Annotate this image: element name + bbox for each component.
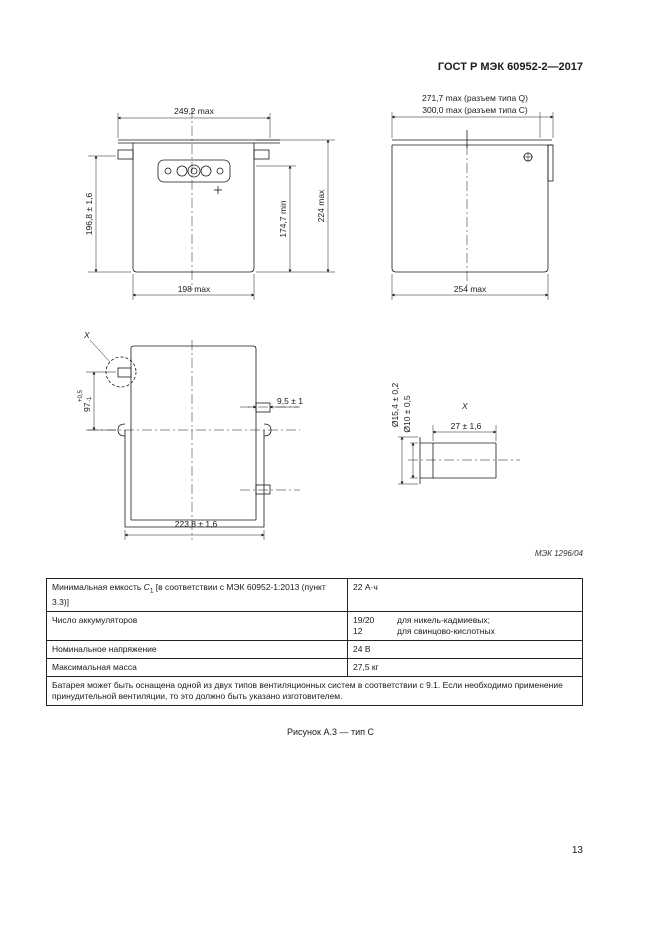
cells-value: 19/20 для никель-кадмиевых; 12 для свинцово-кислотных <box>348 611 583 640</box>
standard-header: ГОСТ Р МЭК 60952-2—2017 <box>437 61 583 73</box>
dim-width-q: 271,7 max (разъем типа Q) <box>422 93 528 103</box>
figure-reference: МЭК 1296/04 <box>534 549 583 558</box>
dim-detail-length: 27 ± 1,6 <box>450 421 482 431</box>
capacity-value: 22 А·ч <box>348 579 583 612</box>
dim-bottom-tol-plus: +0,5 <box>78 390 84 402</box>
table-row <box>47 676 583 705</box>
dim-bottom-width: 198 max <box>177 284 211 294</box>
dim-bottom-tol-minus: -1 <box>87 396 93 402</box>
dim-inner-diameter: Ø10 ± 0,5 <box>402 395 412 433</box>
bottom-view <box>86 340 300 540</box>
dim-right-height: 224 max <box>316 189 326 223</box>
dim-width-c: 300,0 max (разъем типа C) <box>422 105 528 115</box>
page-number: 13 <box>571 845 583 856</box>
table-row <box>47 658 583 676</box>
voltage-label: Номинальное напряжение <box>47 640 348 658</box>
cells-label: Число аккумуляторов <box>47 611 348 640</box>
mass-value: 27,5 кг <box>348 658 583 676</box>
dim-base-width: 223,8 ± 1,6 <box>174 519 218 529</box>
voltage-value: 24 В <box>348 640 583 658</box>
table-row <box>47 579 583 612</box>
dim-top-width: 249,2 max <box>174 106 214 116</box>
detail-x-callout: X <box>84 330 90 340</box>
dim-left-height: 196,8 ± 1,6 <box>84 192 94 236</box>
specs-table <box>46 578 583 706</box>
ventilation-note: Батарея может быть оснащена одной из двух типов вентиляционных систем в соответствии с 9.1. Если необходимо применение принудительной вентиляции, то это должно быть указано изготовителем. <box>47 676 583 705</box>
detail-x-title: X <box>462 401 468 411</box>
detail-x <box>398 425 520 484</box>
dim-side-bottom-width: 254 max <box>453 284 487 294</box>
dim-bottom-height: 97 <box>82 402 92 412</box>
mass-label: Максимальная масса <box>47 658 348 676</box>
side-view <box>392 112 553 300</box>
dim-inner-height: 174,7 min <box>278 200 288 238</box>
front-view <box>88 108 335 300</box>
dim-outer-diameter: Ø15,4 ± 0,2 <box>390 382 400 428</box>
table-row <box>47 611 583 640</box>
dim-pin-offset: 9,5 ± 1 <box>277 396 303 406</box>
table-row <box>47 640 583 658</box>
capacity-label: Минимальная емкость $C_1$ [в соответствии с МЭК 60952-1:2013 (пункт 3.3)] <box>47 579 348 612</box>
figure-caption: Рисунок А.3 — тип C <box>287 727 374 737</box>
